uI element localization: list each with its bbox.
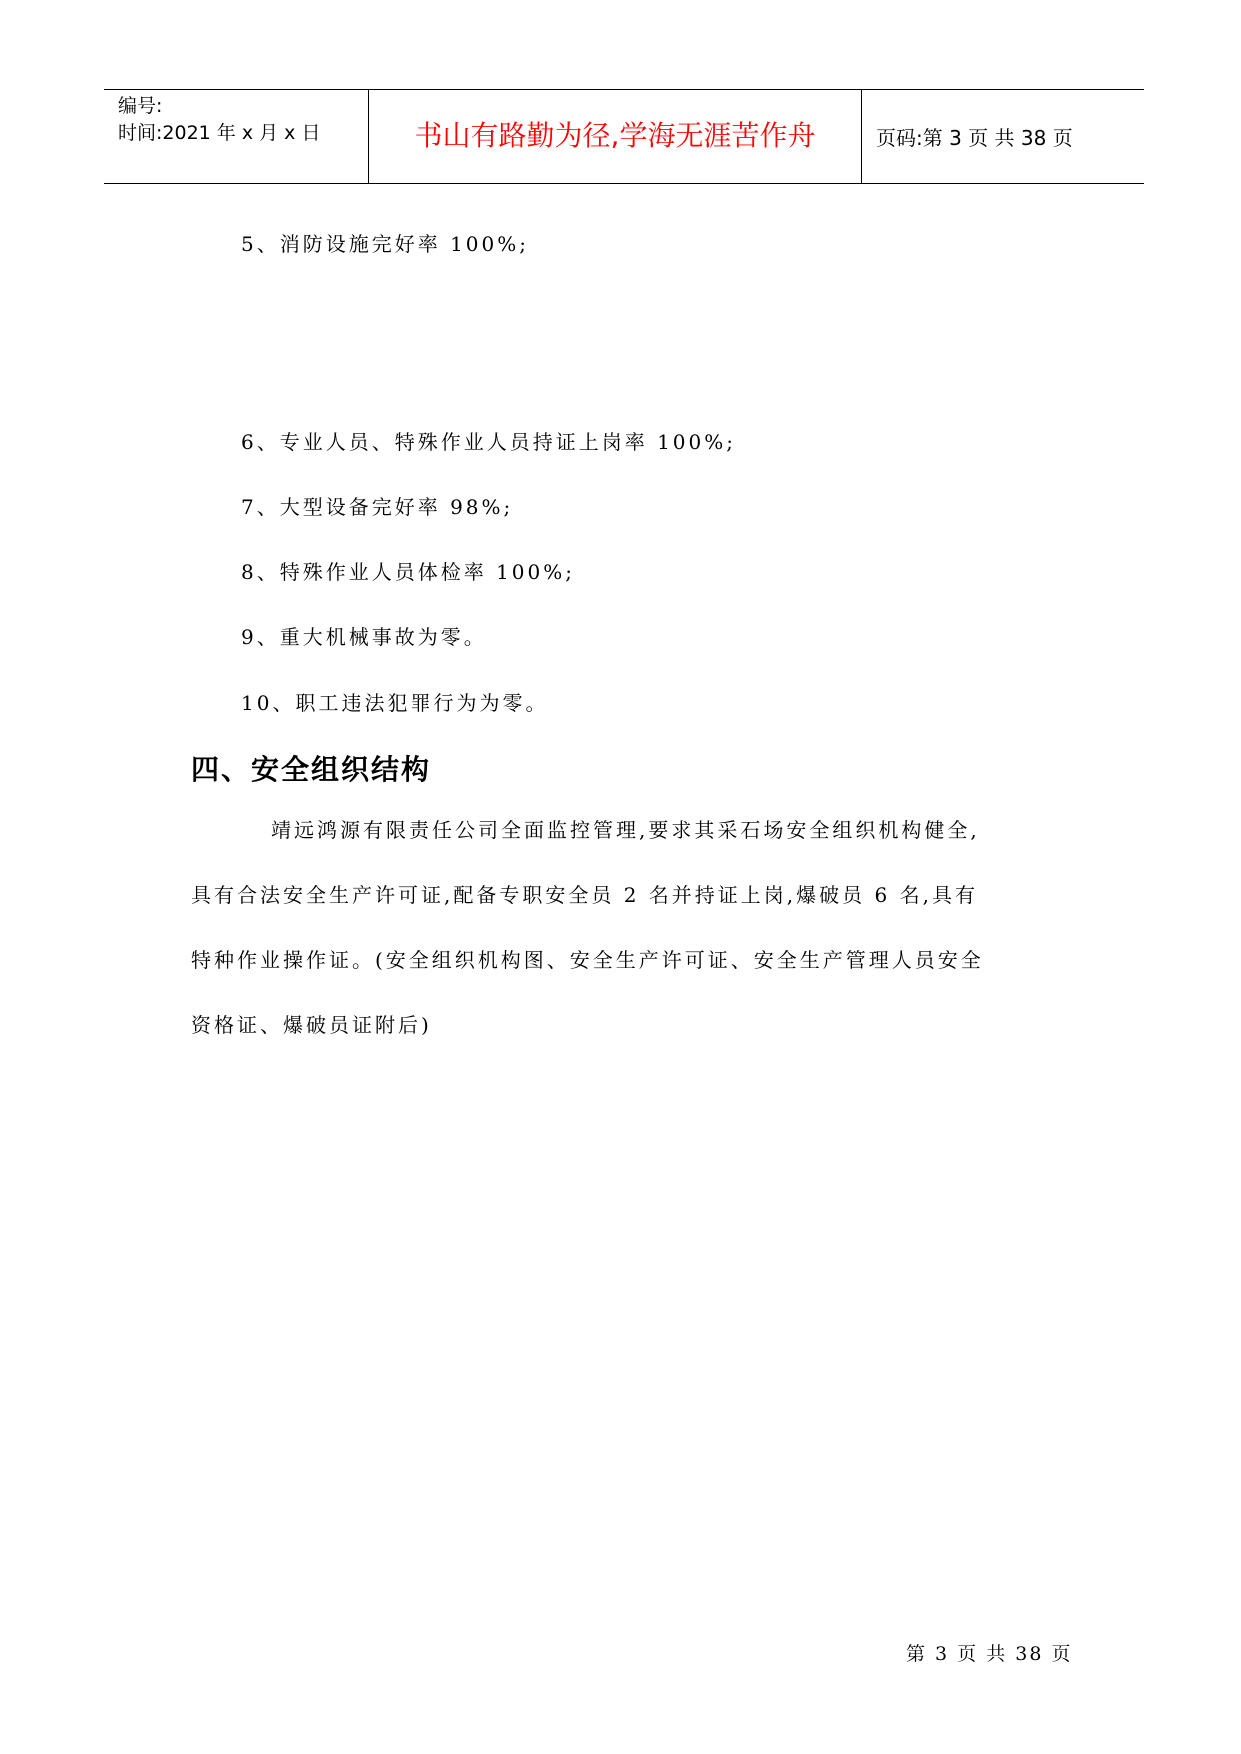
header-divider-left bbox=[368, 89, 369, 183]
list-item: 6、专业人员、特殊作业人员持证上岗率 100%; bbox=[241, 430, 736, 454]
list-item: 10、职工违法犯罪行为为零。 bbox=[241, 691, 549, 715]
header-top-rule bbox=[104, 89, 1144, 90]
paragraph-line: 靖远鸿源有限责任公司全面监控管理,要求其采石场安全组织机构健全, bbox=[271, 818, 980, 842]
header-code-label: 编号: bbox=[118, 95, 163, 117]
header-page-label: 页码:第 3 页 共 38 页 bbox=[876, 126, 1073, 150]
header-divider-right bbox=[861, 89, 862, 183]
list-item: 9、重大机械事故为零。 bbox=[241, 625, 487, 649]
paragraph-line: 特种作业操作证。(安全组织机构图、安全生产许可证、安全生产管理人员安全 bbox=[191, 948, 984, 972]
paragraph-line: 资格证、爆破员证附后) bbox=[191, 1013, 432, 1037]
list-item: 5、消防设施完好率 100%; bbox=[241, 232, 529, 256]
header-bottom-rule bbox=[104, 183, 1144, 184]
footer-page-number: 第 3 页 共 38 页 bbox=[906, 1643, 1073, 1665]
header-motto: 书山有路勤为径,学海无涯苦作舟 bbox=[414, 119, 816, 152]
paragraph-line: 具有合法安全生产许可证,配备专职安全员 2 名并持证上岗,爆破员 6 名,具有 bbox=[191, 883, 978, 907]
list-item: 8、特殊作业人员体检率 100%; bbox=[241, 560, 575, 584]
section-heading: 四、安全组织结构 bbox=[191, 753, 432, 786]
list-item: 7、大型设备完好率 98%; bbox=[241, 495, 514, 519]
header-time-label: 时间:2021 年 x 月 x 日 bbox=[118, 122, 321, 144]
